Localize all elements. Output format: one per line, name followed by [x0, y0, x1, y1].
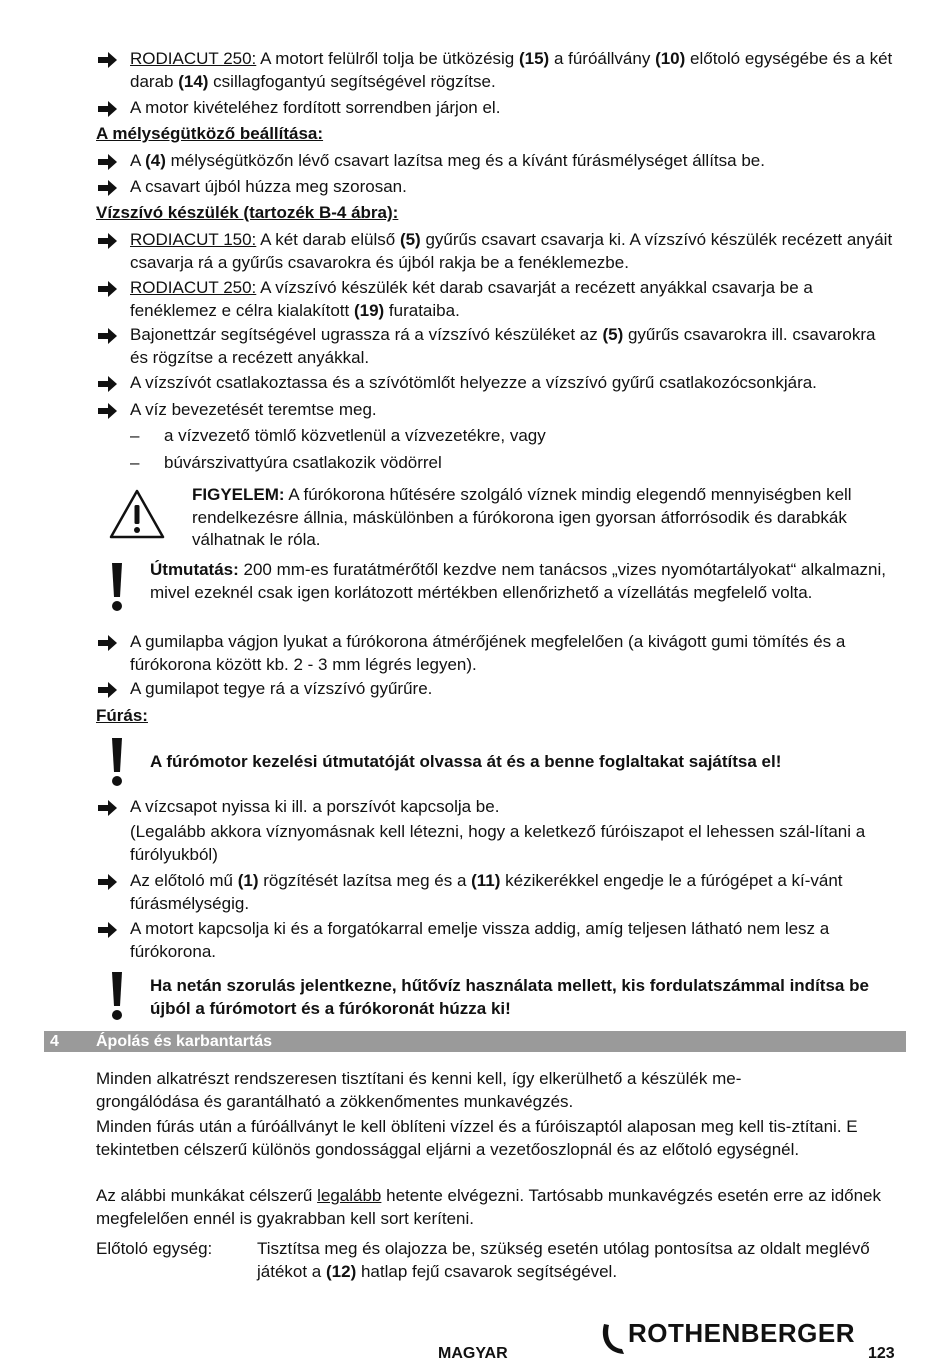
dash-bullet: –: [130, 426, 140, 445]
ref-number: (19): [353, 300, 385, 320]
model-label: RODIACUT 250:: [130, 49, 257, 68]
item-text: Az előtoló mű: [130, 871, 238, 890]
paragraph-text: hetente elvégezni. Tartósabb munkavégzés esetén erre az időnek megfelelően ennél is gyakrabban kell sort keríteni.: [96, 1186, 882, 1228]
arrow-right-icon: [96, 400, 120, 422]
item-text: rögzítését lazítsa meg és a: [258, 871, 472, 890]
item-text: A motor kivételéhez fordított sorrendben járjon el.: [130, 98, 501, 117]
definition-text: [257, 1238, 897, 1283]
ref-number: (5): [399, 230, 421, 249]
item-text: A: [130, 151, 146, 170]
definition-body: Tisztítsa meg és olajozza be, szükség esetén utólag pontosítsa az oldalt meglévő játékot a: [257, 1239, 870, 1281]
arrow-right-icon: [96, 871, 120, 893]
ref-number: (10): [655, 49, 686, 68]
list-item: [96, 678, 896, 701]
item-text: A vízcsapot nyissa ki ill. a porszívót kapcsolja be.: [130, 797, 500, 816]
item-text: gyűrűs csavart csavarja ki. A vízszívó készülék recézett anyáit csavarja rá a gyűrűs csavarokra és újból rakja be a fenéklemezbe.: [130, 230, 893, 272]
ref-number: (12): [326, 1261, 357, 1281]
section-number: 4: [50, 1033, 59, 1050]
note-text: [150, 559, 900, 604]
item-text: A gumilapot tegye rá a vízszívó gyűrűre.: [130, 679, 433, 698]
item-text: a fúróállvány: [549, 49, 656, 68]
list-item: [96, 631, 896, 676]
paragraph: [96, 1185, 896, 1230]
brand-logo: [598, 1320, 858, 1362]
section-title: Ápolás és karbantartás: [96, 1033, 273, 1050]
list-item: [96, 372, 896, 395]
item-text: A csavart újból húzza meg szorosan.: [130, 177, 407, 196]
sub-item-text: a vízvezető tömlő közvetlenül a vízvezetékre, vagy: [164, 426, 546, 445]
arrow-right-icon: [96, 177, 120, 199]
item-text: mélységütközőn lévő csavart lazítsa meg és a kívánt fúrásmélységet állítsa be.: [165, 151, 765, 170]
list-item: [96, 796, 896, 819]
footer-language: MAGYAR: [438, 1345, 508, 1362]
item-text: kézikerékkel engedje le a fúrógépet a kí-vánt fúrásmélységig.: [130, 871, 843, 913]
subheading: Vízszívó készülék (tartozék B-4 ábra):: [96, 203, 399, 222]
item-text: gyűrűs csavarokra ill. csavarokra és rögzítse a recézett anyákkal.: [130, 325, 876, 367]
page-number: 123: [868, 1345, 895, 1362]
model-label: RODIACUT 150:: [130, 230, 257, 249]
list-item: [96, 176, 896, 199]
paragraph: Minden fúrás után a fúróállványt le kell öblíteni vízzel és a fúróiszaptól alaposan meg kell tis-ztítani. E tekintetben célszerű különös gondossággal eljárni a vezetőoszlopnál és az előtoló egységnél.: [96, 1117, 858, 1159]
model-label: RODIACUT 250:: [130, 278, 257, 297]
warning-text: [192, 484, 898, 552]
ref-number: (11): [471, 871, 501, 890]
arrow-right-icon: [96, 230, 120, 252]
definition-label: Előtoló egység:: [96, 1239, 213, 1258]
arrow-right-icon: [96, 632, 120, 654]
list-item: [96, 229, 896, 274]
arrow-right-icon: [96, 98, 120, 120]
brand-name: ROTHENBERGER: [628, 1318, 856, 1348]
list-item: [96, 324, 896, 369]
arrow-right-icon: [96, 49, 120, 71]
item-text: előtoló egységébe és a két darab: [130, 49, 893, 91]
ref-number: (5): [602, 325, 624, 344]
warning-triangle-icon: [108, 488, 166, 540]
list-item: [96, 399, 896, 422]
paragraph-text: Az alábbi munkákat célszerű: [96, 1186, 318, 1205]
item-text: A motort felülről tolja be ütközésig: [256, 49, 519, 68]
exclamation-icon: [110, 970, 124, 1022]
arrow-right-icon: [96, 797, 120, 819]
item-text: furataiba.: [384, 300, 460, 320]
item-text: A víz bevezetését teremtse meg.: [130, 400, 377, 419]
ref-number: (1): [237, 871, 259, 890]
list-item: [96, 870, 896, 915]
note-label: Útmutatás:: [150, 560, 239, 579]
item-text: A vízszívót csatlakoztassa és a szívótömlőt helyezze a vízszívó gyűrű csatlakozócsonkjára.: [130, 373, 817, 392]
list-item-note: (Legalább akkora víznyomásnak kell létezni, hogy a keletkező fúróiszapot el lehessen szál-lítani a fúrólyukból): [130, 822, 866, 864]
list-item: [96, 918, 896, 963]
arrow-right-icon: [96, 919, 120, 941]
paragraph: Minden alkatrészt rendszeresen tisztítani és kenni kell, így elkerülhető a készülék me-grongálódása és garantálható a zökkenőmentes munkavégzés.: [96, 1069, 742, 1111]
arrow-right-icon: [96, 679, 120, 701]
arrow-right-icon: [96, 151, 120, 173]
item-text: Bajonettzár segítségével ugrassza rá a vízszívó készüléket az: [130, 325, 603, 344]
exclamation-icon: [110, 736, 124, 788]
item-text: csillagfogantyú segítségével rögzítse.: [208, 71, 496, 91]
warning-body: A fúrókorona hűtésére szolgáló víznek mindig elegendő mennyiségben kell rendelkezésre állnia, máskülönben a fúrókorona igen gyorsan átforrósodik és darabkák válhatnak le róla.: [192, 485, 852, 549]
note-text: Ha netán szorulás jelentkezne, hűtővíz használata mellett, kis fordulatszámmal indítsa be újból a fúrómotort és a fúrókoronát húzza ki!: [150, 976, 869, 1018]
ref-number: (4): [145, 151, 166, 170]
emphasis-text: legalább: [317, 1186, 382, 1205]
warning-label: FIGYELEM:: [192, 485, 285, 504]
list-item: [96, 48, 896, 93]
arrow-right-icon: [96, 373, 120, 395]
ref-number: (15): [518, 49, 550, 68]
note-body: 200 mm-es furatátmérőtől kezdve nem tanácsos „vizes nyomótartályokat“ alkalmazni, mivel ezeknél csak igen korlátozott mértékben ellenőrizhető a vízellátás megfelelő volta.: [150, 560, 887, 602]
list-item: [96, 97, 896, 120]
list-item: [96, 277, 896, 322]
arrow-right-icon: [96, 278, 120, 300]
item-text: A motort kapcsolja ki és a forgatókarral emelje vissza addig, amíg teljesen látható nem lesz a fúrókorona.: [130, 919, 830, 961]
exclamation-icon: [110, 561, 124, 613]
list-item: [96, 150, 896, 173]
arrow-right-icon: [96, 325, 120, 347]
item-text: A két darab elülső: [256, 230, 400, 249]
item-text: A gumilapba vágjon lyukat a fúrókorona átmérőjének megfelelően (a kivágott gumi tömítés és a fúrókorona között kb. 2 - 3 mm légrés legyen).: [130, 632, 846, 674]
item-text: A vízszívó készülék két darab csavarját a recézett anyákkal csavarja be a fenéklemez e célra kialakított: [130, 278, 813, 320]
ref-number: (14): [178, 71, 209, 91]
dash-bullet: –: [130, 453, 140, 472]
sub-item-text: búvárszivattyúra csatlakozik vödörrel: [164, 453, 442, 472]
subheading: Fúrás:: [96, 706, 148, 725]
subheading: A mélységütköző beállítása:: [96, 124, 324, 143]
section-header: [44, 1031, 906, 1052]
definition-body: hatlap fejű csavarok segítségével.: [356, 1261, 618, 1281]
note-text: A fúrómotor kezelési útmutatóját olvassa át és a benne foglaltakat sajátítsa el!: [150, 752, 782, 771]
